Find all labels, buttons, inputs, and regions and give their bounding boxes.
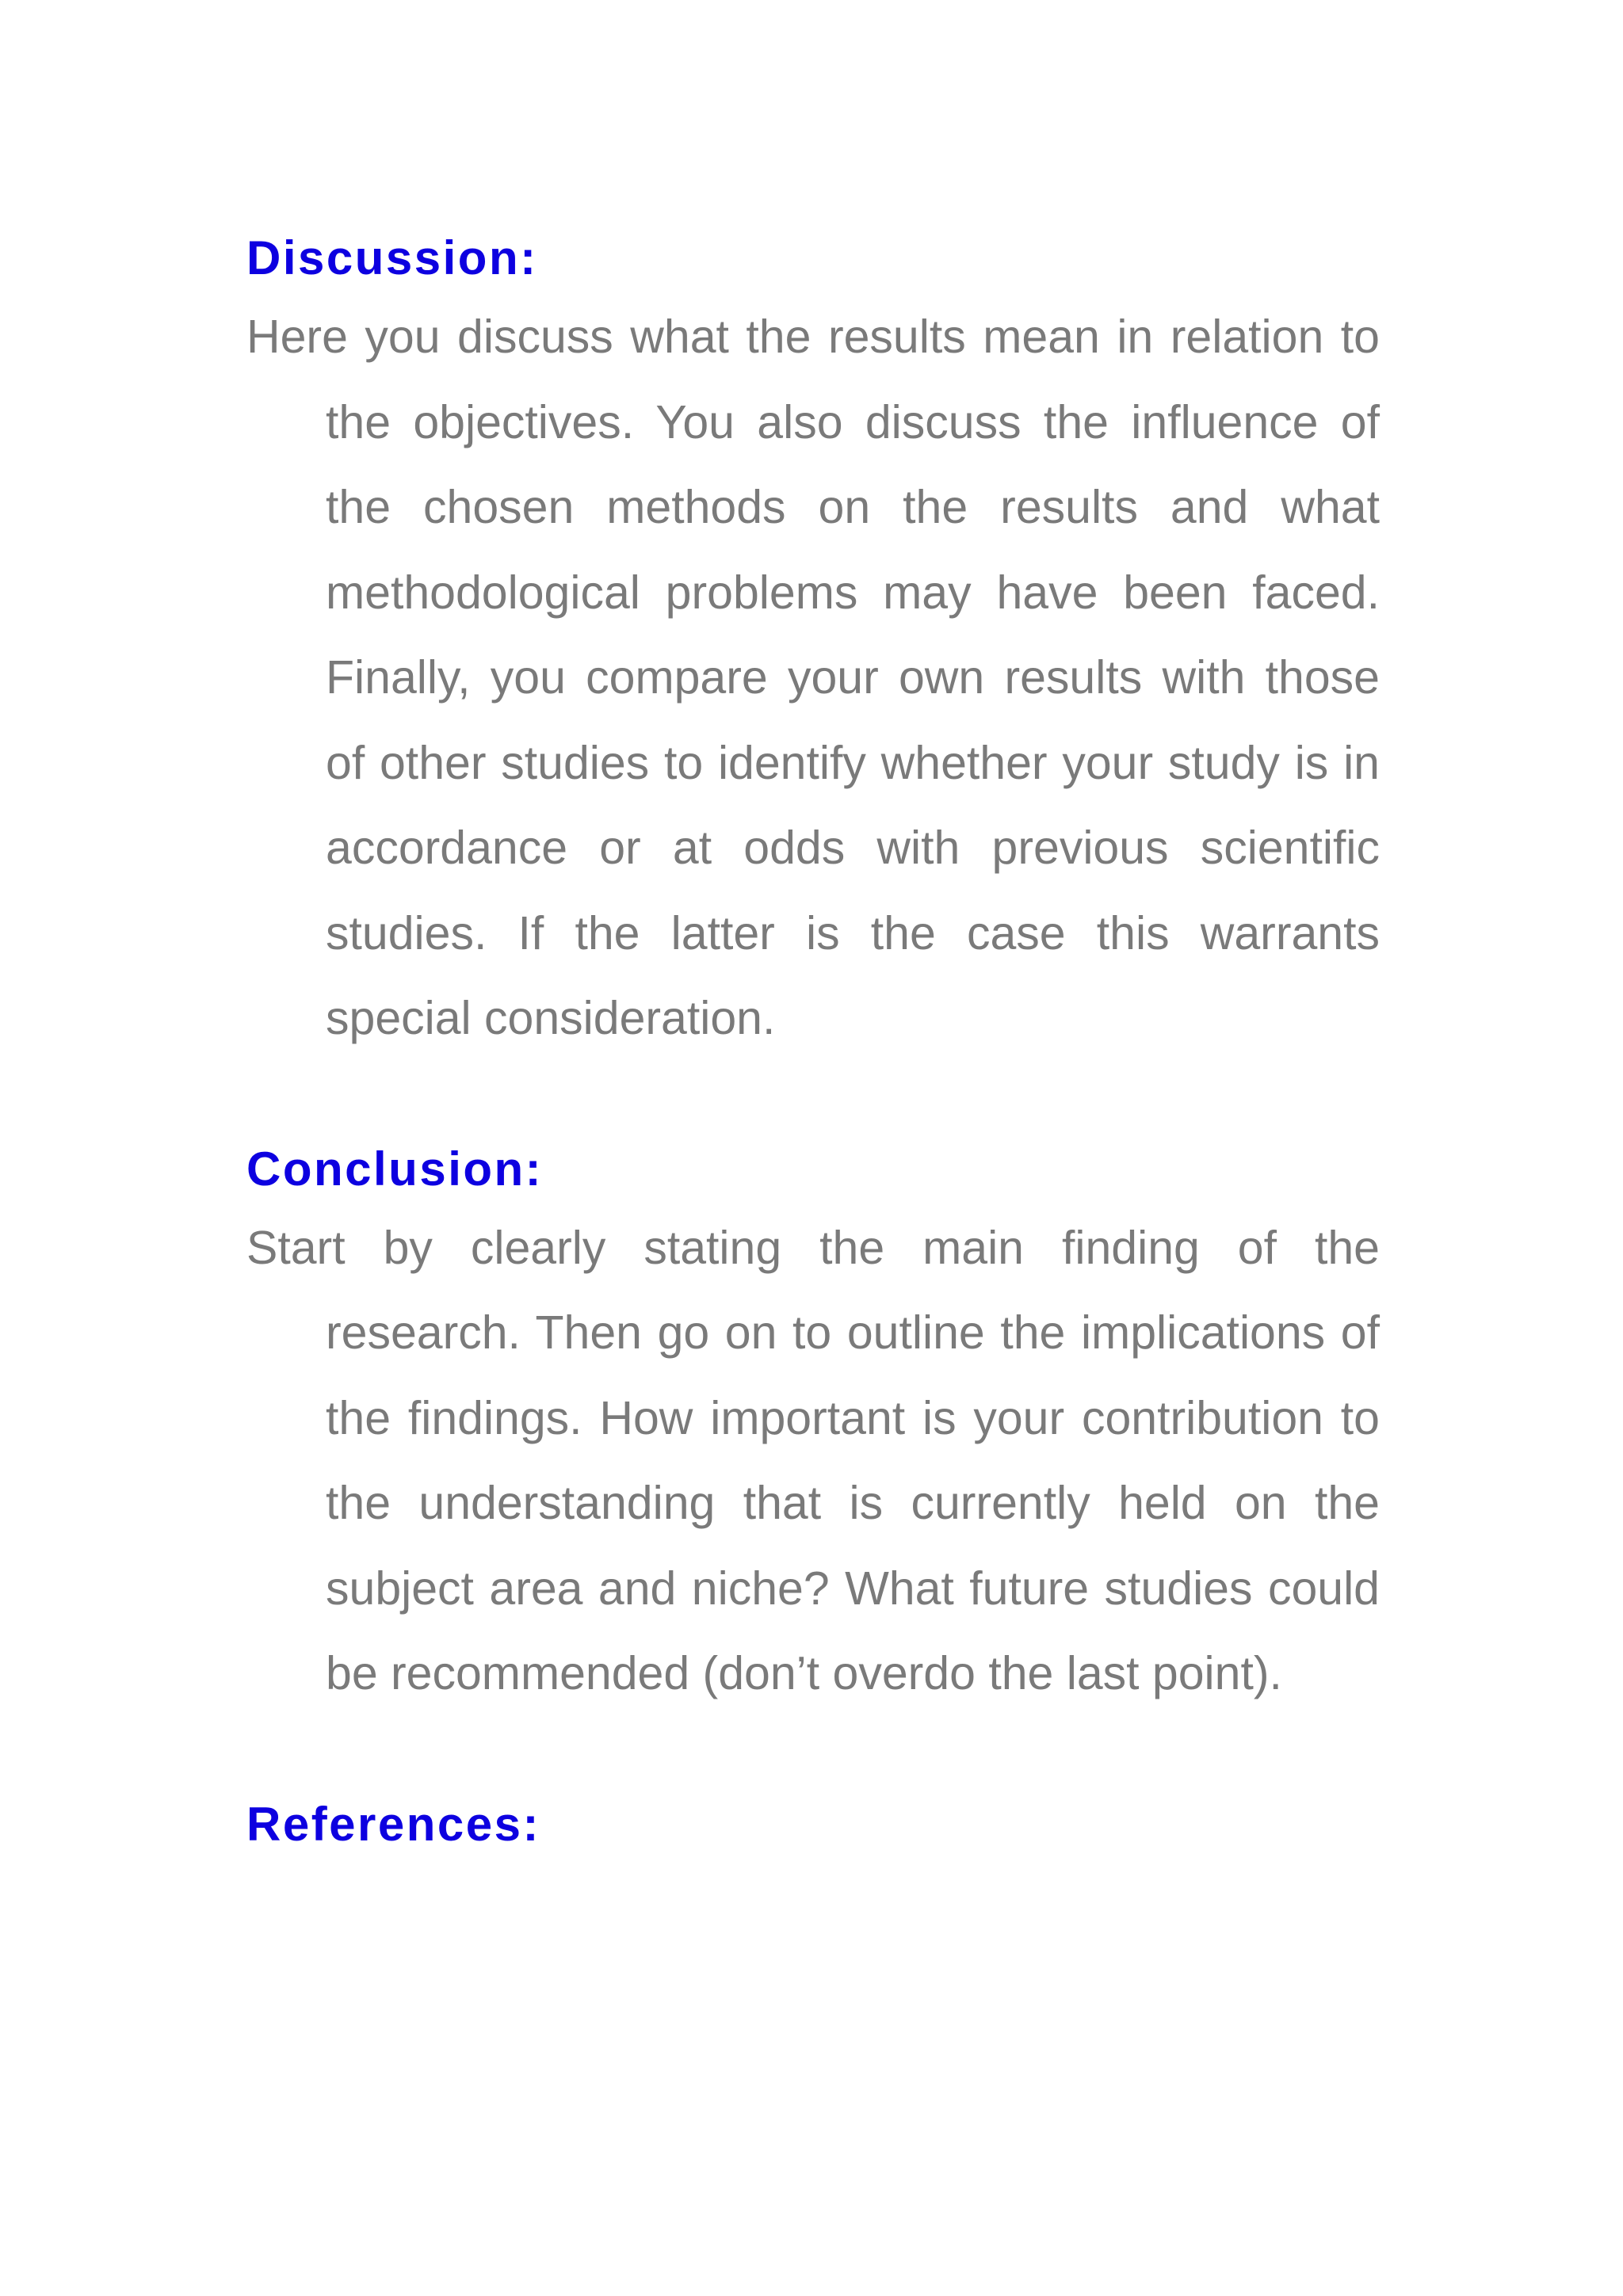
conclusion-heading: Conclusion: (246, 1142, 544, 1196)
references-heading: References: (246, 1797, 541, 1851)
page-content (246, 222, 1380, 1861)
conclusion-section (246, 1133, 1380, 1717)
references-section (246, 1788, 1380, 1861)
discussion-paragraph: Here you discuss what the results mean in relation to the objectives. You also discuss the influence of the chosen methods on the results and what methodological problems may have been faced. Finally, you compare your own results with those of other studies to identify whether your study is in accordance or at odds with previous scientific studies. If the latter is the case this warrants special consideration. (246, 311, 1380, 1044)
discussion-heading: Discussion: (246, 231, 538, 284)
conclusion-paragraph: Start by clearly stating the main finding of the research. Then go on to outline the implications of the findings. How important is your contribution to the understanding that is currently held on the subject area and niche? What future studies could be recommended (don’t overdo the last point). (246, 1221, 1380, 1699)
discussion-section (246, 222, 1380, 1062)
